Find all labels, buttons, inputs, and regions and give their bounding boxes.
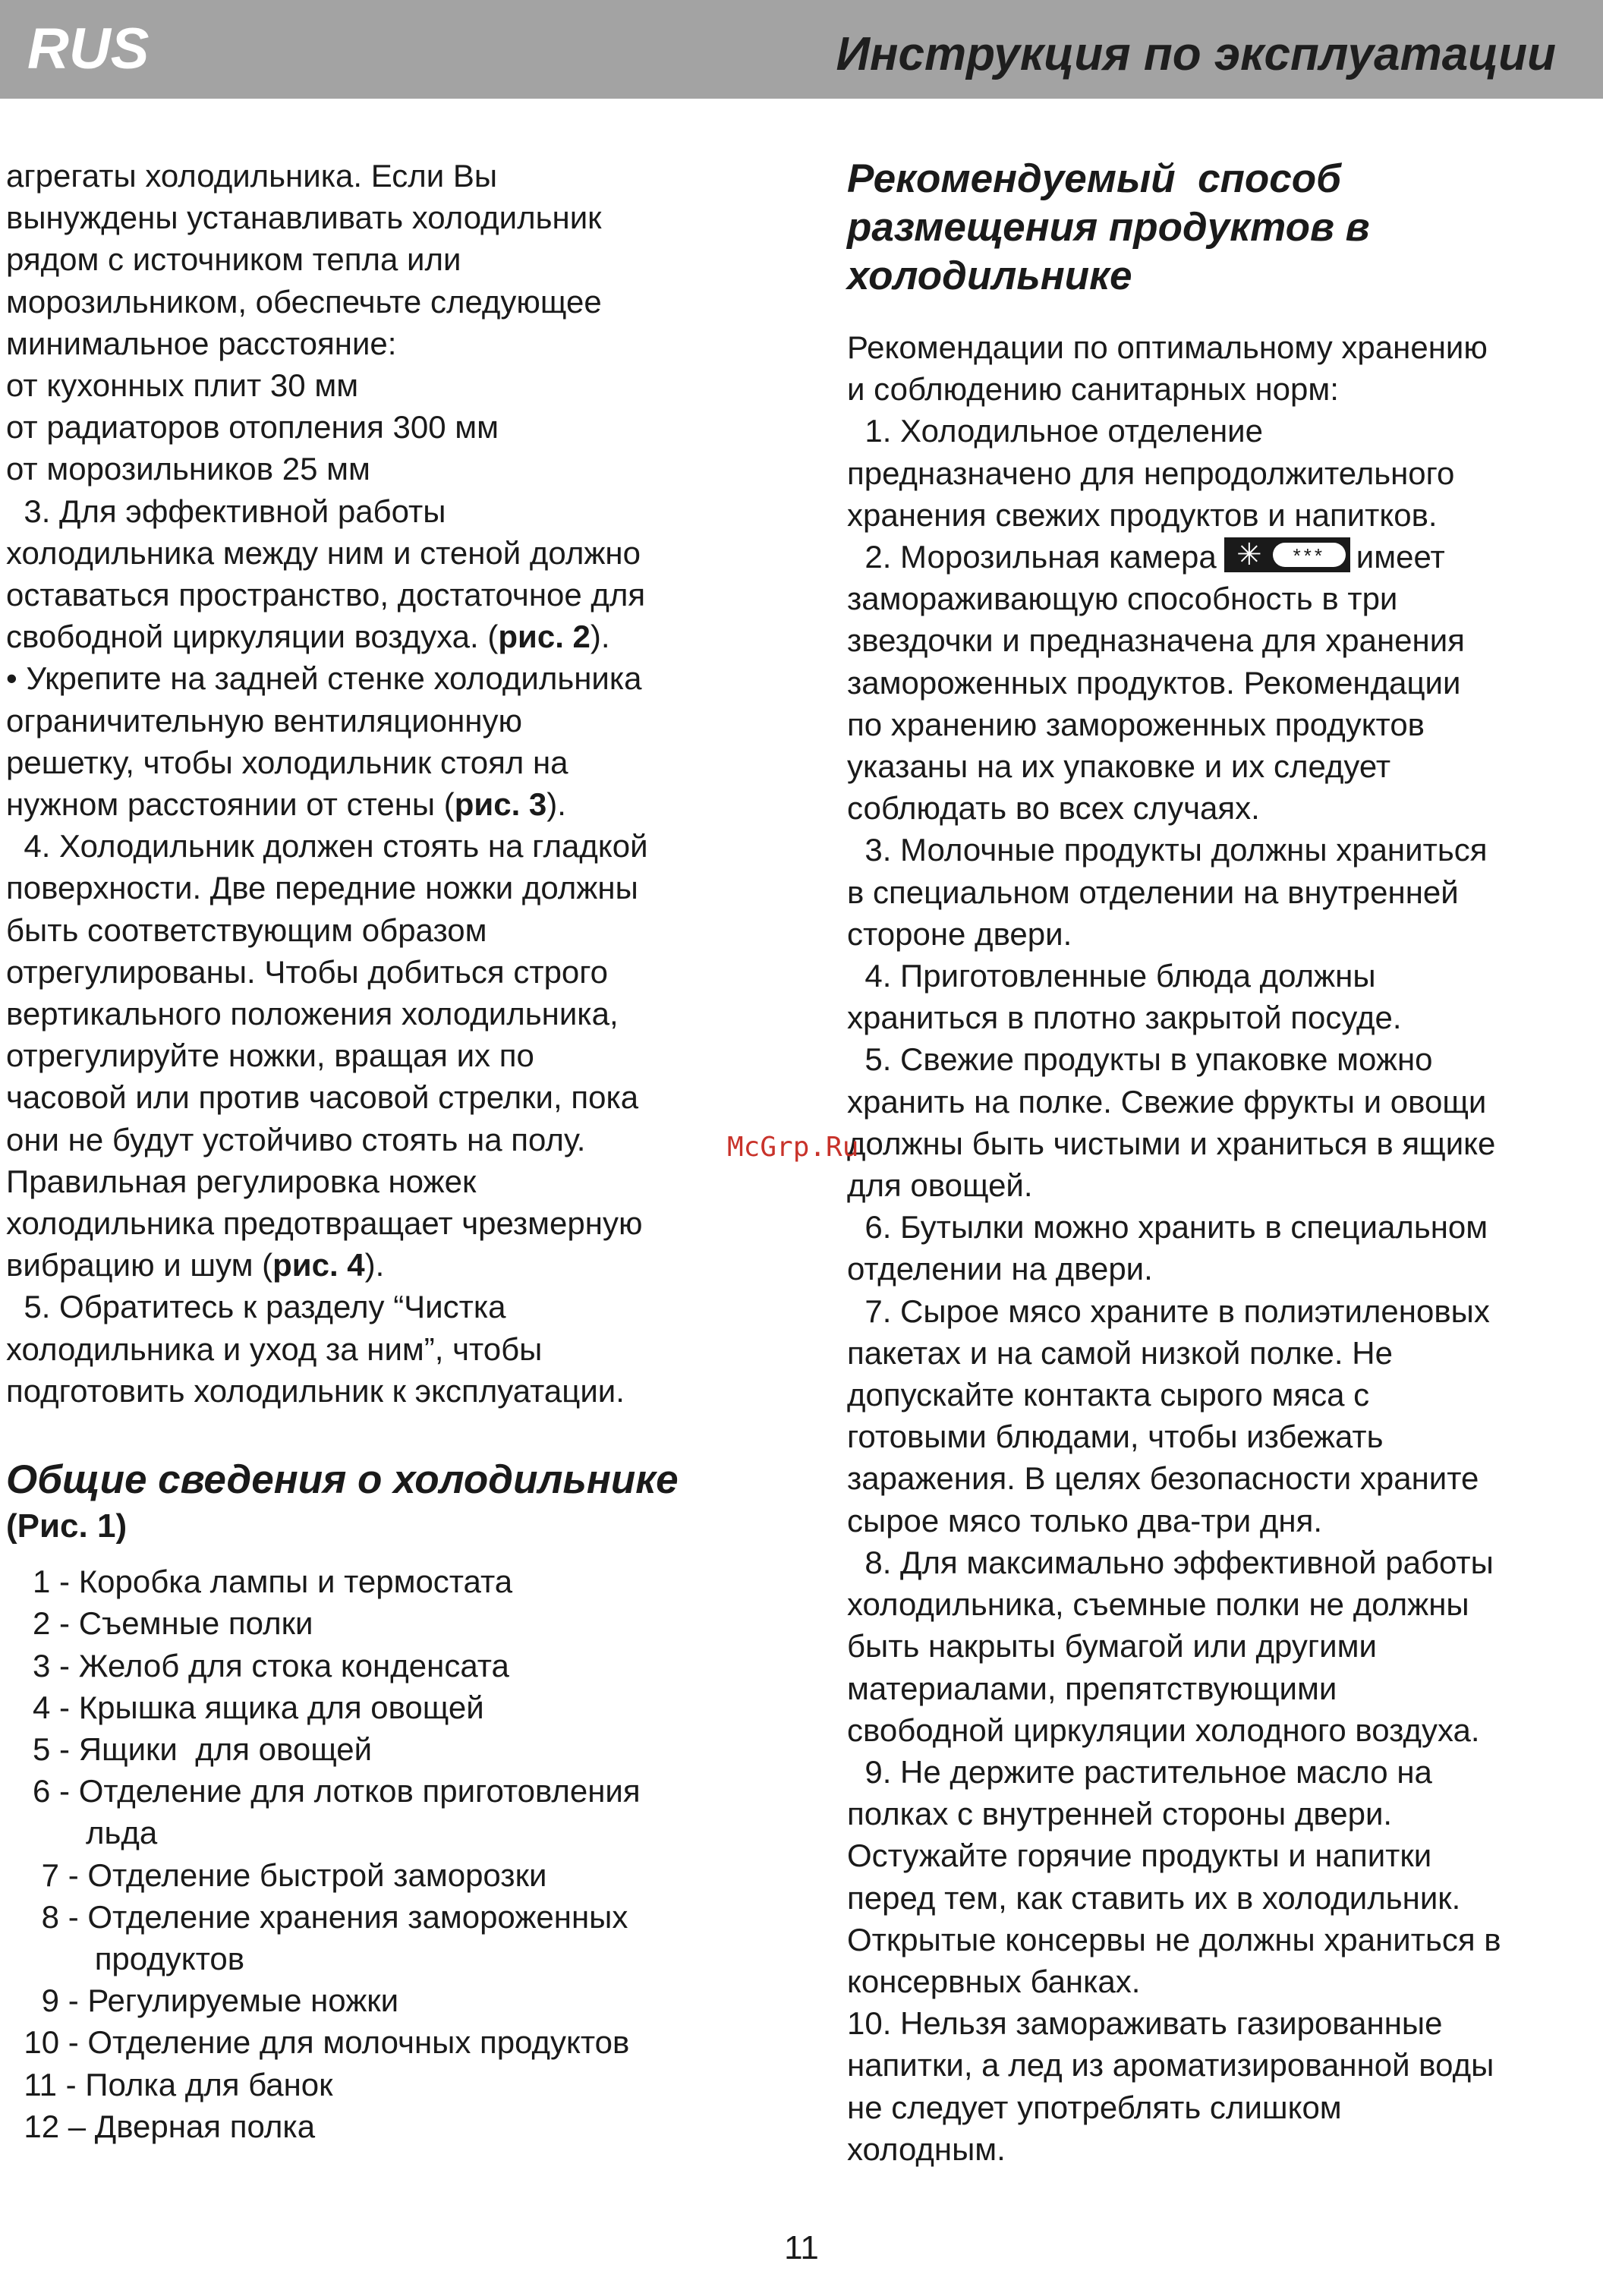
section-subtitle-figure: (Рис. 1) <box>6 1507 128 1545</box>
text-line: поверхности. Две передние ножки должны <box>6 870 638 906</box>
storage-intro-text <box>847 326 1598 536</box>
section-title-storage <box>847 155 1598 301</box>
text-line: стороне двери. <box>847 915 1072 952</box>
text-line: они не будут устойчиво стоять на полу. <box>6 1121 586 1157</box>
text-line: в специальном отделении на внутренней <box>847 874 1459 910</box>
text-line: предназначено для непродолжительного <box>847 455 1455 491</box>
text-line: вибрацию и шум (рис. 4). <box>6 1247 385 1283</box>
text-line: часовой или против часовой стрелки, пока <box>6 1079 639 1116</box>
text-line: 4. Холодильник должен стоять на гладкой <box>6 828 648 865</box>
text-line: 8. Для максимально эффективной работы <box>847 1544 1494 1580</box>
text-line: хранить на полке. Свежие фрукты и овощи <box>847 1083 1487 1120</box>
text-line: от морозильников 25 мм <box>6 451 370 487</box>
list-item: продуктов <box>6 1940 245 1976</box>
section-title-general: Общие сведения о холодильнике <box>6 1457 679 1503</box>
text-line: консервных банках. <box>847 1963 1141 1999</box>
text-line: отрегулируйте ножки, вращая их по <box>6 1038 534 1074</box>
text-line: не следует употреблять слишком <box>847 2089 1342 2125</box>
text-line: свободной циркуляции воздуха. (рис. 2). <box>6 619 610 655</box>
list-item: 9 - Регулируемые ножки <box>6 1983 399 2019</box>
text-line: 9. Не держите растительное масло на <box>847 1753 1432 1790</box>
snowflake-icon: ✳ <box>1236 538 1262 572</box>
text-line: Остужайте горячие продукты и напитки <box>847 1838 1432 1874</box>
text-line: допускайте контакта сырого мяса с <box>847 1377 1370 1413</box>
title-line: холодильнике <box>847 254 1132 298</box>
text-line: 4. Приготовленные блюда должны <box>847 958 1376 994</box>
text-line: 7. Сырое мясо храните в полиэтиленовых <box>847 1293 1490 1329</box>
list-item: 7 - Отделение быстрой заморозки <box>6 1857 547 1893</box>
text-line: и соблюдению санитарных норм: <box>847 371 1339 408</box>
watermark: McGrp.Ru <box>727 1132 859 1163</box>
list-item: льда <box>6 1815 158 1851</box>
text-line: холодильника предотвращает чрезмерную <box>6 1205 643 1242</box>
text-line: заражения. В целях безопасности храните <box>847 1460 1479 1497</box>
text-line: отделении на двери. <box>847 1251 1153 1287</box>
figure-reference: рис. 2 <box>498 619 590 655</box>
page-header <box>0 0 1603 99</box>
list-item: 2 - Съемные полки <box>6 1605 313 1642</box>
list-item: 1 - Коробка лампы и термостата <box>6 1564 513 1600</box>
text-line: свободной циркуляции холодного воздуха. <box>847 1712 1480 1748</box>
freezer-line <box>847 536 1598 578</box>
text-line: Рекомендации по оптимальному хранению <box>847 329 1488 365</box>
three-stars-icon: *** <box>1273 543 1346 567</box>
text-line: подготовить холодильник к эксплуатации. <box>6 1372 625 1409</box>
title-line: Рекомендуемый способ <box>847 156 1341 201</box>
text-line: 10. Нельзя замораживать газированные <box>847 2005 1443 2042</box>
page-number: 11 <box>784 2229 819 2266</box>
text-line: вынуждены устанавливать холодильник <box>6 200 602 236</box>
text-line: решетку, чтобы холодильник стоял на <box>6 744 568 780</box>
text-line: соблюдать во всех случаях. <box>847 790 1260 827</box>
text-line: оставаться пространство, достаточное для <box>6 577 646 613</box>
text-line: по хранению замороженных продуктов <box>847 706 1425 742</box>
text-line: 3. Молочные продукты должны храниться <box>847 832 1488 868</box>
text-line: напитки, а лед из ароматизированной воды <box>847 2047 1494 2083</box>
parts-list <box>6 1561 773 2147</box>
text-line: храниться в плотно закрытой посуде. <box>847 1000 1402 1036</box>
text-line: ограничительную вентиляционную <box>6 702 522 739</box>
text-line: холодильника между ним и стеной должно <box>6 534 641 571</box>
language-code: RUS <box>27 17 150 81</box>
right-column <box>847 155 1598 2170</box>
text-line: замороженных продуктов. Рекомендации <box>847 664 1461 701</box>
text-line: сырое мясо только два-три дня. <box>847 1502 1323 1539</box>
left-column <box>6 155 773 2147</box>
text-line: Открытые консервы не должны храниться в <box>847 1921 1501 1957</box>
text-line: указаны на их упаковке и их следует <box>847 748 1391 785</box>
text-line: материалами, препятствующими <box>847 1670 1337 1706</box>
list-item: 3 - Желоб для стока конденсата <box>6 1647 509 1683</box>
text-line: хранения свежих продуктов и напитков. <box>847 496 1438 533</box>
installation-text <box>6 155 773 1412</box>
text-line: рядом с источником тепла или <box>6 241 461 278</box>
text-line: от кухонных плит 30 мм <box>6 367 359 404</box>
text-line: звездочки и предназначена для хранения <box>847 622 1465 659</box>
text-line: 3. Для эффективной работы <box>6 493 446 529</box>
text-line: отрегулированы. Чтобы добиться строго <box>6 953 609 990</box>
text-line: агрегаты холодильника. Если Вы <box>6 158 498 194</box>
text-line: пакетах и на самой низкой полке. Не <box>847 1334 1393 1371</box>
text-line: быть накрыты бумагой или другими <box>847 1628 1377 1665</box>
title-line: размещения продуктов в <box>847 205 1370 250</box>
list-item: 11 - Полка для банок <box>6 2066 333 2102</box>
list-item: 12 – Дверная полка <box>6 2108 316 2144</box>
text-line: холодильника, съемные полки не должны <box>847 1586 1469 1623</box>
figure-reference: рис. 4 <box>272 1247 365 1283</box>
text-line: нужном расстоянии от стены (рис. 3). <box>6 786 566 823</box>
text-line: минимальное расстояние: <box>6 325 397 361</box>
text-line: от радиаторов отопления 300 мм <box>6 409 499 446</box>
list-item: 8 - Отделение хранения замороженных <box>6 1898 628 1935</box>
text-line: Правильная регулировка ножек <box>6 1163 477 1199</box>
list-item: 4 - Крышка ящика для овощей <box>6 1689 484 1725</box>
list-item: 6 - Отделение для лотков приготовления <box>6 1773 641 1809</box>
text-line: морозильником, обеспечьте следующее <box>6 283 602 320</box>
freezer-three-star-icon <box>1224 537 1350 572</box>
text-line: вертикального положения холодильника, <box>6 996 619 1032</box>
text-line: быть соответствующим образом <box>6 912 487 948</box>
text-line: • Укрепите на задней стенке холодильника <box>6 660 642 697</box>
list-item: 10 - Отделение для молочных продуктов <box>6 2024 630 2061</box>
text-line: замораживающую способность в три <box>847 581 1398 617</box>
list-item: 5 - Ящики для овощей <box>6 1731 373 1767</box>
text-line: для овощей. <box>847 1167 1033 1204</box>
text-line: холодным. <box>847 2131 1006 2167</box>
manual-title: Инструкция по эксплуатации <box>836 28 1556 80</box>
text-line: 5. Свежие продукты в упаковке можно <box>847 1041 1433 1078</box>
text-line: 5. Обратитесь к разделу “Чистка <box>6 1289 506 1325</box>
freezer-line-end: имеет <box>1356 539 1445 575</box>
text-line: готовыми блюдами, чтобы избежать <box>847 1419 1384 1455</box>
text-line: 6. Бутылки можно хранить в специальном <box>847 1209 1488 1246</box>
text-line: холодильника и уход за ним”, чтобы <box>6 1331 543 1367</box>
text-line: должны быть чистыми и храниться в ящике <box>847 1125 1496 1161</box>
figure-reference: рис. 3 <box>454 786 547 823</box>
freezer-line-start: 2. Морозильная камера <box>847 539 1217 575</box>
storage-recommendations-text <box>847 578 1598 2170</box>
text-line: 1. Холодильное отделение <box>847 413 1263 449</box>
text-line: перед тем, как ставить их в холодильник. <box>847 1879 1461 1916</box>
text-line: полках с внутренней стороны двери. <box>847 1796 1393 1832</box>
